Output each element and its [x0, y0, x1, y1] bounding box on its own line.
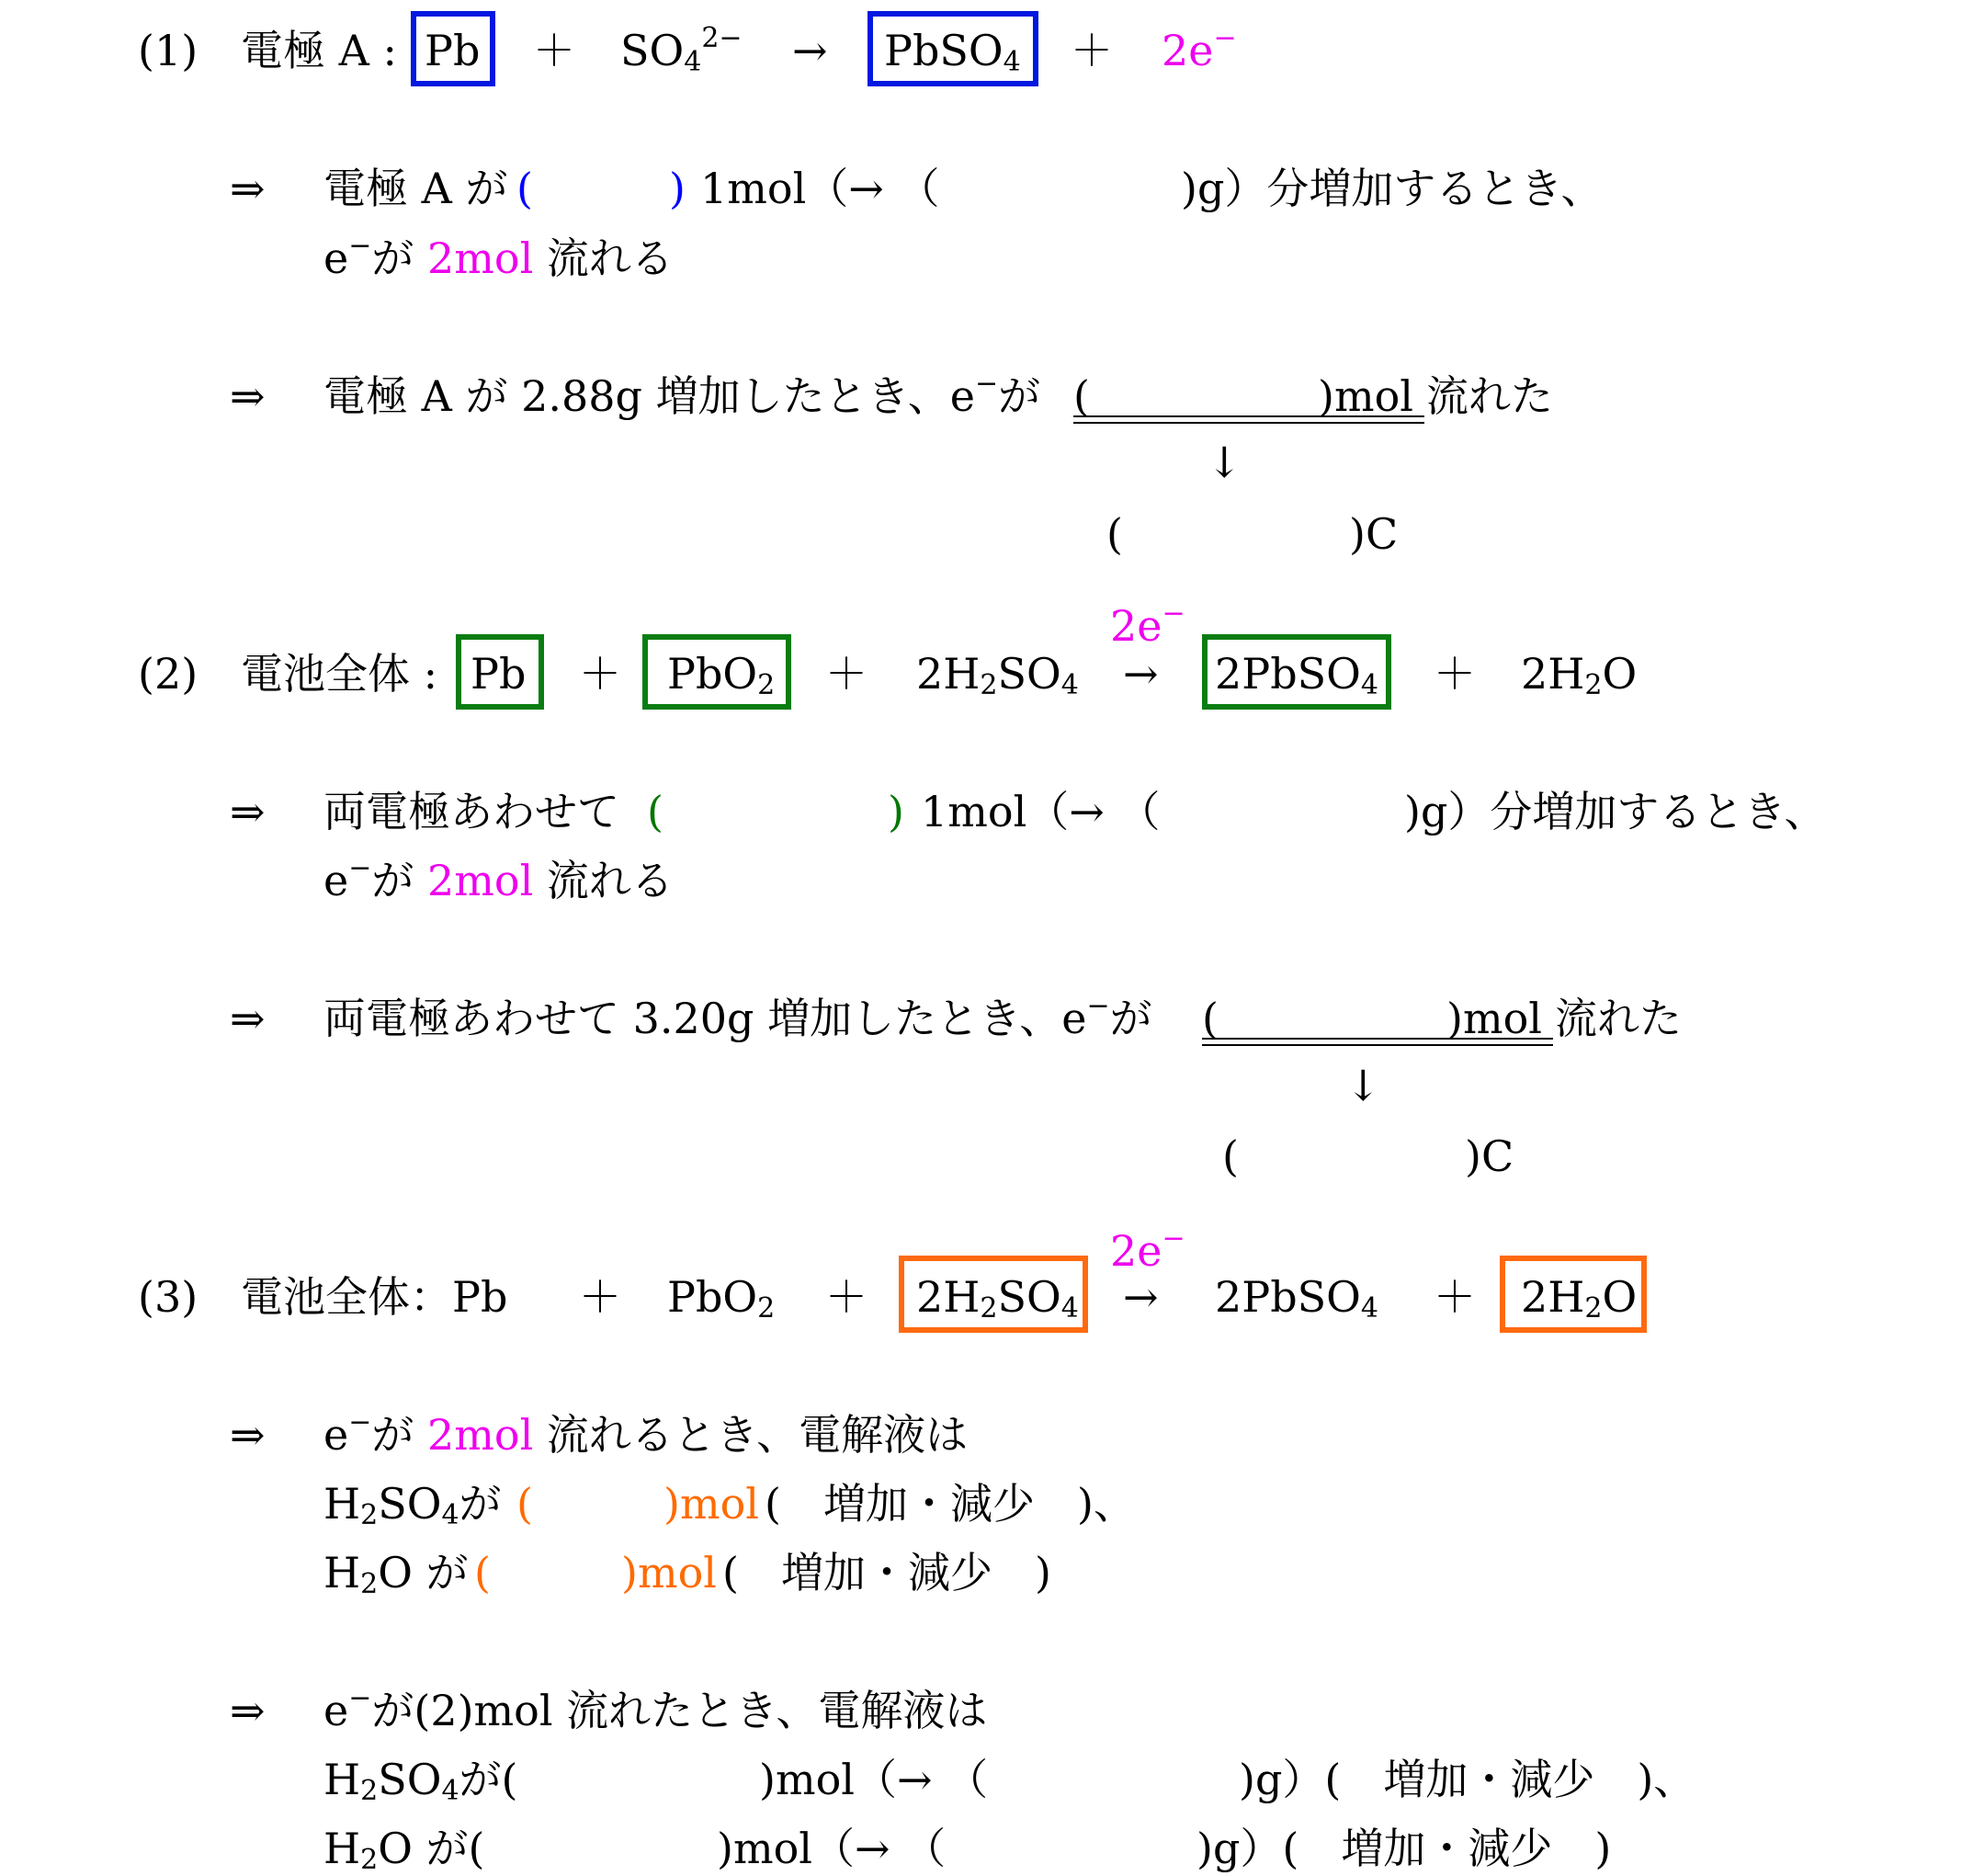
- s1-line3-post: 流れた: [1426, 371, 1553, 421]
- eq1-product-pbso4: PbSO$_4$: [884, 26, 1021, 78]
- s2-electrons: 2e−: [1110, 597, 1185, 651]
- eq1-pb-box: [411, 11, 495, 86]
- s3b-line3-tail: )g）( 増加・減少 ): [1196, 1824, 1612, 1873]
- eq3-h2so4-box: [899, 1256, 1088, 1333]
- eq2-2h2o: $2H_2O$: [1521, 649, 1638, 701]
- s3a-arrow: ⇒: [230, 1410, 266, 1460]
- eq3-plus-1: ＋: [579, 1272, 621, 1322]
- section-2-label: 電池全体 :: [241, 649, 438, 699]
- s1-line3-blank-open: (: [1073, 371, 1090, 421]
- eq2-2pbso4: 2PbSO$_4$: [1215, 649, 1378, 701]
- eq2-h2so4: $2H_2SO_4$: [916, 649, 1079, 701]
- s1-down-arrow: ↓: [1207, 438, 1242, 487]
- eq2-plus-2: ＋: [825, 649, 867, 699]
- eq3-2pbso4: 2PbSO$_4$: [1215, 1272, 1378, 1325]
- s1-coulomb-open: (: [1106, 509, 1123, 559]
- s3a-line3-close: )mol: [621, 1548, 717, 1597]
- section-2-number: (2): [138, 649, 198, 699]
- eq3-2h2o: $2H_2O$: [1521, 1272, 1638, 1325]
- eq1-pbso4-box: [867, 11, 1038, 86]
- s2-line1-pre: 両電極あわせて: [323, 787, 619, 836]
- s3b-line2-tail: )g）( 増加・減少 )、: [1239, 1755, 1696, 1804]
- eq2-pb-box: [456, 634, 544, 710]
- s3b-arrow: ⇒: [230, 1686, 266, 1735]
- eq3-h2so4: $2H_2SO_4$: [916, 1272, 1079, 1325]
- s3-electrons: 2e−: [1110, 1222, 1185, 1276]
- eq1-reactant-pb: Pb: [425, 26, 481, 75]
- s3a-line2-h2so4: $H_2SO_4$が: [323, 1479, 502, 1531]
- s2-line3-post: 流れた: [1555, 994, 1682, 1043]
- s2-line1-open: (: [647, 787, 663, 836]
- eq3-pbo2: PbO$_2$: [667, 1272, 776, 1325]
- eq3-2h2o-box: [1500, 1256, 1647, 1333]
- eq1-plus-1: ＋: [533, 26, 575, 75]
- s3a-line3-open: (: [474, 1548, 491, 1597]
- eq2-pbo2: PbO$_2$: [667, 649, 776, 701]
- s3a-line3-h2o: $H_2O$ が: [323, 1548, 469, 1600]
- s1-line1-arrow: ⇒: [230, 164, 266, 213]
- s2-line2: e−が 2mol 流れる: [323, 852, 674, 905]
- s1-line3-arrow: ⇒: [230, 371, 266, 421]
- s1-line2: e−が 2mol 流れる: [323, 230, 674, 283]
- eq3-arrow: →: [1123, 1272, 1159, 1322]
- eq1-arrow: →: [792, 26, 828, 75]
- s1-line1-post: )g）分増加するとき、: [1181, 164, 1604, 213]
- s1-line1-mid: 1mol（→ （: [700, 164, 940, 213]
- eq2-arrow: →: [1123, 649, 1159, 699]
- s3a-line3-tail: ( 増加・減少 ): [722, 1548, 1051, 1597]
- s2-line3-arrow: ⇒: [230, 994, 266, 1043]
- eq2-pbo2-box: [642, 634, 791, 710]
- eq1-plus-2: ＋: [1071, 26, 1113, 75]
- s3b-line3-h2o: $H_2O$ が(: [323, 1824, 485, 1876]
- s1-line3-pre: 電極 A が 2.88g 増加したとき、e−が: [323, 368, 1041, 421]
- eq2-2pbso4-box: [1202, 634, 1391, 710]
- eq3-plus-3: ＋: [1434, 1272, 1476, 1322]
- s1-line1-close: ): [669, 164, 686, 213]
- section-1-number: (1): [138, 26, 198, 75]
- s3a-line1: e−が 2mol 流れるとき、電解液は: [323, 1406, 969, 1460]
- s2-line1-close: ): [888, 787, 904, 836]
- section-1-label: 電極 A :: [241, 26, 397, 75]
- s2-down-arrow: ↓: [1345, 1061, 1381, 1110]
- s3a-line2-tail: ( 増加・減少 )、: [765, 1479, 1136, 1529]
- eq1-sulfate: $SO_4^{2-}$: [620, 22, 743, 78]
- eq3-plus-2: ＋: [825, 1272, 867, 1322]
- s2-coulomb-close: )C: [1465, 1131, 1514, 1181]
- s1-coulomb-close: )C: [1349, 509, 1399, 559]
- eq2-pb: Pb: [471, 649, 527, 699]
- s3b-line2-h2so4: $H_2SO_4$が(: [323, 1755, 518, 1807]
- s1-line1-open: (: [516, 164, 533, 213]
- s2-line1-mid: 1mol（→ （: [921, 787, 1161, 836]
- section-3-label: 電池全体：Pb: [241, 1272, 508, 1322]
- s2-answer-underline: [1202, 1038, 1553, 1046]
- eq2-plus-3: ＋: [1434, 649, 1476, 699]
- s3b-line1: e−が(2)mol 流れたとき、電解液は: [323, 1682, 988, 1735]
- s3a-line2-close: )mol: [663, 1479, 759, 1529]
- section-3-number: (3): [138, 1272, 198, 1322]
- s2-line3-pre: 両電極あわせて 3.20g 増加したとき、e−が: [323, 990, 1152, 1043]
- s1-answer-underline: [1073, 415, 1424, 424]
- s1-line1-pre: 電極 A が: [323, 164, 508, 213]
- eq2-plus-1: ＋: [579, 649, 621, 699]
- s1-line3-blank-close: )mol: [1318, 371, 1413, 421]
- s2-line3-blank-close: )mol: [1446, 994, 1542, 1043]
- s3b-line2-close: )mol（→ （: [759, 1755, 989, 1804]
- s3a-line2-open: (: [516, 1479, 533, 1529]
- eq1-electrons: 2e−: [1162, 22, 1237, 75]
- s2-line1-post: )g）分増加するとき、: [1404, 787, 1827, 836]
- s2-line1-arrow: ⇒: [230, 787, 266, 836]
- s3b-line3-close: )mol（→ （: [717, 1824, 947, 1873]
- s2-coulomb-open: (: [1222, 1131, 1239, 1181]
- s2-line3-blank-open: (: [1202, 994, 1219, 1043]
